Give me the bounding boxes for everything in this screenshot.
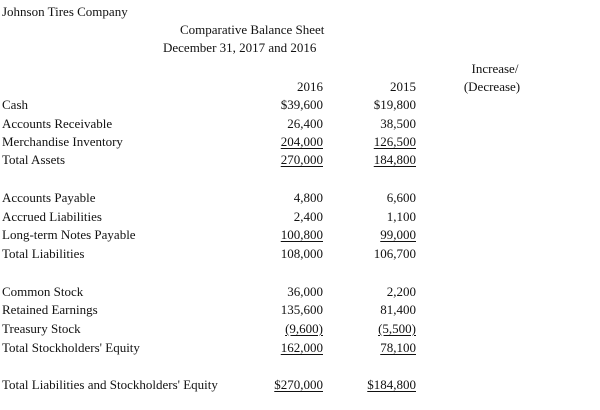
row-label: Total Liabilities (2, 246, 85, 261)
statement-title: Comparative Balance Sheet (180, 22, 325, 37)
row-label: Total Assets (2, 152, 66, 167)
company-name: Johnson Tires Company (2, 4, 128, 19)
value-2015: 126,500 (373, 134, 416, 149)
value-2015: 38,500 (380, 116, 416, 131)
row-label: Total Liabilities and Stockholders' Equity (2, 377, 218, 392)
row-label: Accounts Payable (2, 190, 96, 205)
row-label: Long-term Notes Payable (2, 227, 136, 242)
value-2016: $270,000 (274, 377, 323, 392)
change-header-line2: (Decrease) (463, 79, 521, 94)
row-label: Treasury Stock (2, 321, 81, 336)
row-label: Retained Earnings (2, 302, 98, 317)
row-label: Merchandise Inventory (2, 134, 123, 149)
row-label: Cash (2, 97, 28, 112)
value-2016: 270,000 (280, 152, 323, 167)
value-2016: 36,000 (287, 284, 323, 299)
value-2016: 108,000 (280, 246, 323, 261)
value-2015: 81,400 (380, 302, 416, 317)
value-2015: $19,800 (373, 97, 416, 112)
row-label: Common Stock (2, 284, 84, 299)
statement-date: December 31, 2017 and 2016 (163, 40, 317, 55)
value-2016: $39,600 (280, 97, 323, 112)
row-label: Accrued Liabilities (2, 209, 102, 224)
value-2015: $184,800 (367, 377, 416, 392)
value-2016: 135,600 (280, 302, 323, 317)
row-label: Accounts Receivable (2, 116, 113, 131)
value-2015: (5,500) (378, 321, 416, 336)
value-2016: 26,400 (287, 116, 323, 131)
value-2016: 162,000 (280, 340, 323, 355)
value-2016: (9,600) (285, 321, 323, 336)
value-2015: 6,600 (386, 190, 416, 205)
value-2015: 106,700 (373, 246, 416, 261)
value-2016: 204,000 (280, 134, 323, 149)
value-2015: 1,100 (386, 209, 416, 224)
change-header-line1: Increase/ (471, 61, 519, 76)
value-2016: 4,800 (293, 190, 323, 205)
value-2015: 2,200 (386, 284, 416, 299)
value-2015: 78,100 (380, 340, 416, 355)
value-2015: 184,800 (373, 152, 416, 167)
value-2015: 99,000 (380, 227, 416, 242)
year-2016-header: 2016 (297, 79, 323, 94)
value-2016: 100,800 (280, 227, 323, 242)
value-2016: 2,400 (293, 209, 323, 224)
row-label: Total Stockholders' Equity (2, 340, 140, 355)
year-2015-header: 2015 (390, 79, 416, 94)
